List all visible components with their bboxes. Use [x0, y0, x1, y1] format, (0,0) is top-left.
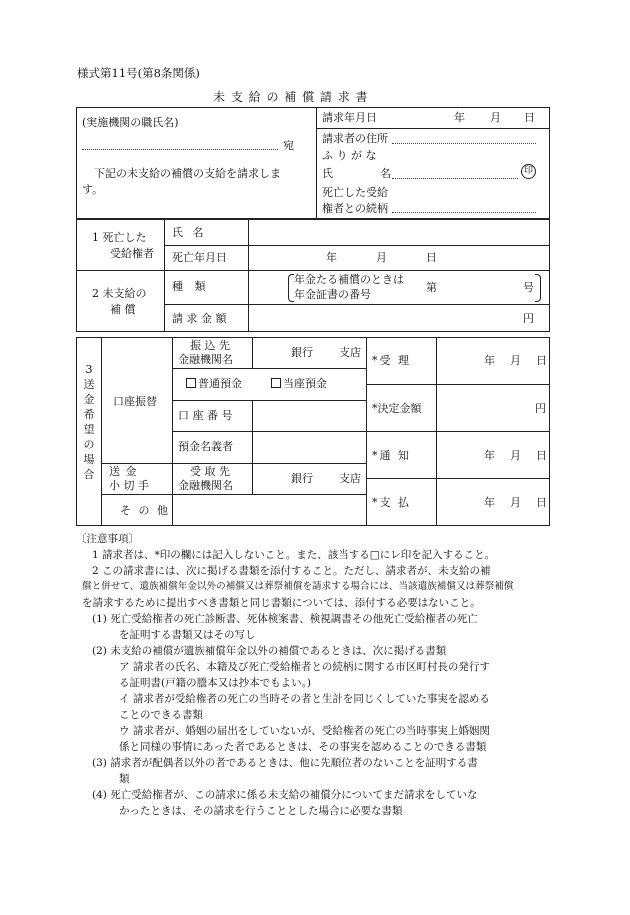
pension-dai: 第: [426, 281, 437, 294]
notice-day: 日: [536, 449, 547, 462]
branch-text: 支店: [339, 346, 361, 359]
receiver-label-1: 受 取 先: [190, 465, 230, 478]
note-line: ア 請求者の氏名、本籍及び死亡受給権者との続柄に関する市区町村長の発行す: [119, 661, 490, 673]
current-deposit-label: 当座預金: [283, 377, 327, 390]
bank-transfer-label: 口座振替: [113, 395, 157, 408]
note-line: 償と併せて、遺族補償年金以外の補償又は葬祭補償を請求する場合には、当該遺族補償又は葬祭補償: [82, 581, 514, 592]
pension-note-1: 年金たる補償のときは: [294, 273, 404, 286]
deceased-label-1: 1 死亡した: [92, 231, 147, 244]
received-day: 日: [536, 354, 547, 367]
ordinary-deposit-checkbox[interactable]: [186, 378, 196, 388]
note-line: (3) 請求者が配偶者以外の者であるときは、他に先順位者のないことを証明する書: [92, 757, 478, 769]
address-label: 請求者の住所: [322, 132, 388, 145]
furigana-label: ふ り が な: [322, 149, 377, 162]
remit-label-1: 送 金: [109, 465, 138, 478]
decided-amount-label: *決定金額: [372, 402, 422, 415]
addressee-suffix: 宛: [283, 139, 294, 152]
notice-year: 年: [484, 449, 495, 462]
remit-label-2: 小 切 手: [109, 479, 149, 492]
note-line: かったときは、その請求を行うこととした場合に必要な書類: [119, 805, 403, 817]
account-holder-label: 預金名義者: [178, 440, 233, 453]
relation-label-2: 権者との続柄: [322, 202, 388, 215]
right-bracket: [535, 274, 541, 302]
deceased-label-2: 受給権者: [110, 247, 154, 260]
name-field[interactable]: [392, 178, 518, 179]
form-number: 様式第11号(第8条関係): [77, 66, 200, 80]
note-line: 係と同様の事情にあった者であるときは、その事実を認めることのできる書類: [119, 741, 487, 753]
type-label: 種 類: [172, 280, 210, 293]
received-month: 月: [510, 354, 521, 367]
unpaid-label-1: 2 未支給の: [92, 287, 147, 300]
notice-label: *通 知: [372, 449, 411, 462]
deceased-name-label: 氏 名: [172, 226, 207, 239]
decided-yen: 円: [535, 402, 546, 415]
payment-year: 年: [484, 496, 495, 509]
received-label: *受 理: [372, 354, 411, 367]
receiver-bank-text: 銀行: [291, 472, 313, 485]
ordinary-deposit-option[interactable]: [186, 378, 242, 389]
payment-month: 月: [510, 496, 521, 509]
note-line: ことのできる書類: [119, 709, 203, 721]
other-label: そ の 他: [120, 504, 170, 517]
note-line: 2 この請求書には、次に掲げる書類を添付すること。ただし、請求者が、未支給の補: [92, 565, 491, 577]
name-label-1: 氏: [322, 167, 333, 180]
bank-name-label-2: 金融機関名: [178, 353, 233, 366]
unpaid-label-2: 補 償: [110, 303, 136, 316]
request-day: 日: [524, 111, 535, 124]
death-day: 日: [426, 251, 437, 264]
bank-name-label-1: 振 込 先: [190, 339, 230, 352]
amount-label: 請 求 金 額: [172, 312, 227, 325]
name-label-2: 名: [380, 167, 391, 180]
death-month: 月: [376, 251, 387, 264]
bank-text: 銀行: [291, 346, 313, 359]
remittance-side-label: 3送金希望の場合: [83, 363, 95, 481]
note-line: (2) 未支給の補償が遺族補償年金以外の補償であるときは、次に掲げる書類: [92, 645, 447, 657]
seal-mark: 印: [521, 164, 536, 179]
received-year: 年: [484, 354, 495, 367]
note-line: ウ 請求者が、婚姻の届出をしていないが、受給権者の死亡の当時事実上婚姻関: [119, 725, 490, 737]
payment-label: *支 払: [372, 496, 411, 509]
note-line: イ 請求者が受給権者の死亡の当時その者と生計を同じくしていた事実を認める: [119, 693, 490, 705]
relation-field[interactable]: [392, 212, 536, 213]
address-field[interactable]: [392, 143, 536, 144]
note-line: を請求するために提出すべき書類と同じ書類については、添付する必要はないこと。: [82, 597, 481, 609]
request-text-1: 下記の未支給の補償の支給を請求しま: [94, 167, 281, 180]
pension-go: 号: [523, 281, 534, 294]
request-year: 年: [454, 111, 465, 124]
ordinary-deposit-label: 普通預金: [198, 377, 242, 390]
current-deposit-option[interactable]: [271, 378, 327, 389]
death-date-label: 死亡年月日: [172, 251, 227, 264]
current-deposit-checkbox[interactable]: [271, 378, 281, 388]
request-month: 月: [490, 111, 501, 124]
payment-day: 日: [536, 496, 547, 509]
note-line: (1) 死亡受給権者の死亡診断書、死体検案書、検視調書その他死亡受給権者の死亡: [92, 613, 478, 625]
request-text-2: す。: [82, 183, 104, 196]
note-line: 1 請求者は、*印の欄には記入しないこと。また、該当する□にレ印を記入すること。: [92, 549, 496, 561]
notes-heading: 〔注意事項〕: [76, 533, 139, 545]
note-line: (4) 死亡受給権者が、この請求に係る未支給の補償分についてまだ請求をしていな: [92, 789, 478, 801]
agency-name-field[interactable]: [82, 149, 278, 150]
pension-note-2: 年金証書の番号: [294, 288, 371, 301]
amount-yen: 円: [523, 312, 534, 325]
note-line: 類: [119, 773, 130, 785]
relation-label-1: 死亡した受給: [322, 186, 388, 199]
account-number-label: 口 座 番 号: [178, 409, 233, 422]
agency-label: (実施機関の職氏名): [82, 116, 179, 129]
receiver-label-2: 金融機関名: [178, 479, 233, 492]
request-date-label: 請求年月日: [322, 111, 377, 124]
note-line: を証明する書類又はその写し: [119, 629, 256, 641]
death-year: 年: [326, 251, 337, 264]
note-line: る証明書(戸籍の謄本又は抄本でもよい。): [119, 677, 311, 689]
receiver-branch-text: 支店: [339, 472, 361, 485]
notice-month: 月: [510, 449, 521, 462]
form-title: 未 支 給 の 補 償 請 求 書: [213, 90, 369, 104]
